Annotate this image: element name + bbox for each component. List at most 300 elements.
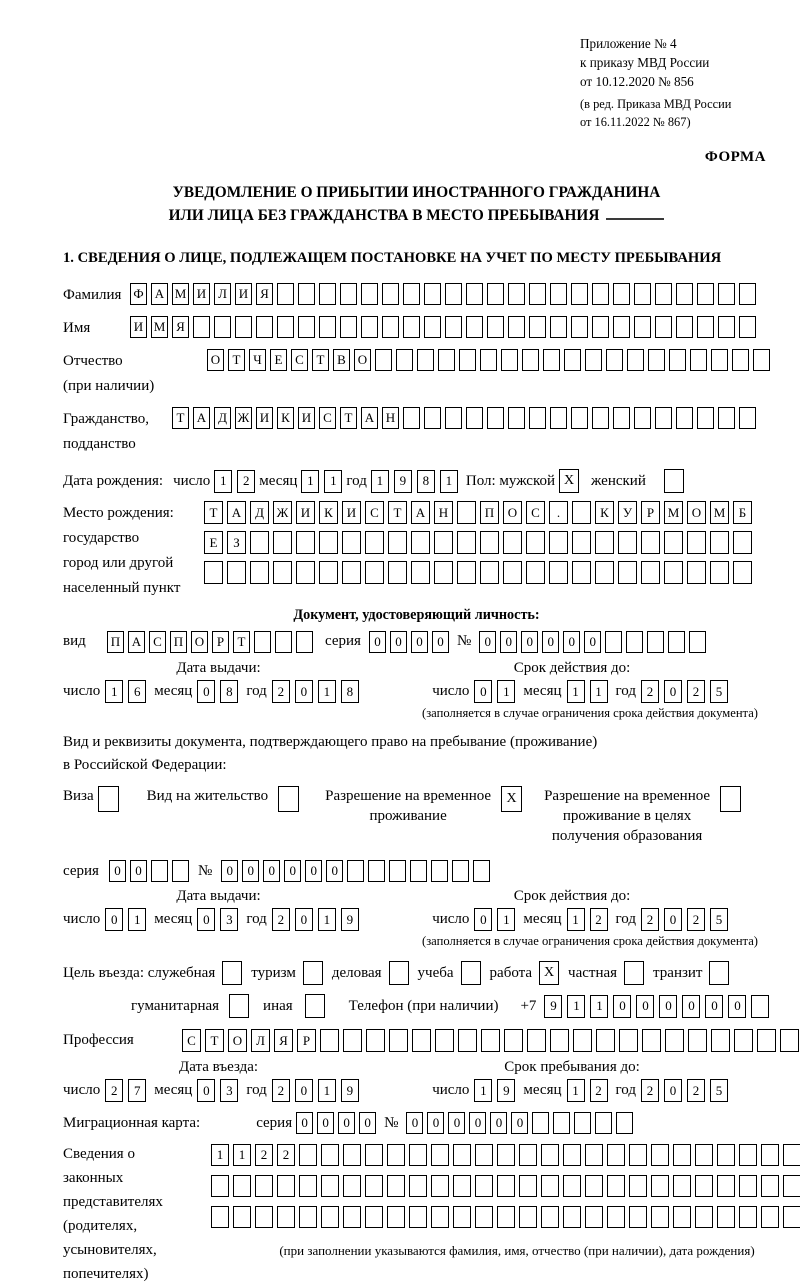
- char-cell: [655, 407, 672, 429]
- char-cell: [585, 1206, 603, 1228]
- char-cell: [417, 349, 434, 371]
- char-cell: [342, 531, 361, 554]
- char-cell: [343, 1206, 361, 1228]
- char-cell: [673, 1175, 691, 1197]
- char-cell: [613, 407, 630, 429]
- temp-residence-edu-checkbox: [720, 786, 741, 812]
- patronymic-cells: [207, 349, 770, 371]
- char-cell: 9: [341, 908, 359, 931]
- char-cell: И: [130, 316, 147, 338]
- char-cell: [573, 1029, 592, 1052]
- char-cell: Т: [340, 407, 357, 429]
- doc-kind-cells: [107, 631, 313, 653]
- char-cell: [480, 531, 499, 554]
- char-cell: [668, 631, 685, 653]
- char-cell: [572, 561, 591, 584]
- char-cell: 1: [211, 1144, 229, 1166]
- char-cell: 3: [220, 1079, 238, 1102]
- char-cell: [434, 531, 453, 554]
- char-cell: 0: [511, 1112, 528, 1134]
- char-cell: [687, 561, 706, 584]
- char-cell: [277, 1206, 295, 1228]
- char-cell: 0: [263, 860, 280, 882]
- char-cell: [424, 283, 441, 305]
- char-cell: [673, 1206, 691, 1228]
- char-cell: Е: [204, 531, 223, 554]
- char-cell: [549, 531, 568, 554]
- char-cell: 9: [394, 470, 412, 493]
- char-cell: [595, 531, 614, 554]
- char-cell: [466, 283, 483, 305]
- stay-until-group: число 1 9 месяц 1 2 год 2 0 2 5: [432, 1079, 728, 1102]
- char-cell: 0: [284, 860, 301, 882]
- char-cell: [690, 349, 707, 371]
- section1-heading: 1. СВЕДЕНИЯ О ЛИЦЕ, ПОДЛЕЖАЩЕМ ПОСТАНОВКЕ НА УЧЕТ ПО МЕСТУ ПРЕБЫВАНИЯ: [63, 250, 722, 267]
- char-cell: [459, 349, 476, 371]
- char-cell: 0: [369, 631, 386, 653]
- char-cell: [627, 349, 644, 371]
- purpose-other-label: иная: [263, 997, 293, 1014]
- char-cell: [606, 349, 623, 371]
- entry-month-cells: [197, 1079, 238, 1102]
- char-cell: 1: [324, 470, 342, 493]
- char-cell: [410, 860, 427, 882]
- char-cell: 5: [710, 680, 728, 703]
- char-cell: [214, 316, 231, 338]
- char-cell: [457, 561, 476, 584]
- char-cell: 1: [590, 995, 608, 1018]
- char-cell: [342, 561, 361, 584]
- char-cell: 0: [427, 1112, 444, 1134]
- patronymic-label: Отчество (при наличии): [63, 353, 155, 395]
- char-cell: [634, 283, 651, 305]
- entry-day-cells: [105, 1079, 146, 1102]
- profession-label: Профессия: [63, 1032, 134, 1049]
- char-cell: [211, 1206, 229, 1228]
- char-cell: [388, 561, 407, 584]
- char-cell: 0: [130, 860, 147, 882]
- char-cell: 0: [390, 631, 407, 653]
- purpose-humanitarian-label: гуманитарная: [131, 997, 220, 1014]
- char-cell: [343, 1029, 362, 1052]
- residence-doc-options: [63, 786, 770, 847]
- char-cell: 0: [221, 860, 238, 882]
- char-cell: [648, 349, 665, 371]
- char-cell: О: [503, 501, 522, 524]
- char-cell: [563, 1175, 581, 1197]
- purpose-study-label: учеба: [417, 964, 454, 981]
- char-cell: 0: [705, 995, 723, 1018]
- char-cell: 0: [682, 995, 700, 1018]
- char-cell: [298, 316, 315, 338]
- char-cell: [733, 561, 752, 584]
- surname-cells: [130, 283, 756, 305]
- visa-checkbox: [98, 786, 119, 812]
- char-cell: 0: [659, 995, 677, 1018]
- char-cell: [732, 349, 749, 371]
- char-cell: [508, 283, 525, 305]
- char-cell: [571, 407, 588, 429]
- char-cell: 0: [295, 908, 313, 931]
- stay-year-cells: [641, 1079, 728, 1102]
- char-cell: [299, 1206, 317, 1228]
- visa-label: Виза: [63, 787, 94, 804]
- purpose-humanitarian-checkbox: [229, 994, 249, 1018]
- char-cell: [739, 283, 756, 305]
- char-cell: [438, 349, 455, 371]
- char-cell: [605, 631, 622, 653]
- purpose-private-checkbox: [624, 961, 644, 985]
- char-cell: [529, 407, 546, 429]
- char-cell: [761, 1206, 779, 1228]
- char-cell: 0: [479, 631, 496, 653]
- char-cell: [647, 631, 664, 653]
- firstname-cells: [130, 316, 756, 338]
- char-cell: [780, 1029, 799, 1052]
- char-cell: [710, 561, 729, 584]
- char-cell: [250, 531, 269, 554]
- char-cell: 7: [128, 1079, 146, 1102]
- char-cell: [676, 316, 693, 338]
- char-cell: [487, 407, 504, 429]
- char-cell: Я: [274, 1029, 293, 1052]
- char-cell: Т: [228, 349, 245, 371]
- char-cell: [382, 316, 399, 338]
- char-cell: Р: [641, 501, 660, 524]
- migration-number-cells: [406, 1112, 633, 1134]
- char-cell: Я: [256, 283, 273, 305]
- profession-row: [63, 1028, 770, 1053]
- char-cell: [574, 1112, 591, 1134]
- char-cell: Н: [382, 407, 399, 429]
- representatives-cells-2: [211, 1175, 800, 1197]
- form-title-line2: ИЛИ ЛИЦА БЕЗ ГРАЖДАНСТВА В МЕСТО ПРЕБЫВАНИЯ: [63, 205, 770, 228]
- char-cell: Л: [214, 283, 231, 305]
- profession-cells: [182, 1029, 800, 1052]
- char-cell: [365, 561, 384, 584]
- char-cell: [409, 1206, 427, 1228]
- stay-day-cells: [474, 1079, 515, 1102]
- char-cell: 5: [710, 908, 728, 931]
- char-cell: Л: [251, 1029, 270, 1052]
- char-cell: [783, 1206, 800, 1228]
- char-cell: [273, 531, 292, 554]
- char-cell: 2: [272, 908, 290, 931]
- residence-number-label: №: [197, 862, 213, 879]
- doc-issue-day-cells: [105, 680, 146, 703]
- char-cell: [607, 1175, 625, 1197]
- birth-place-cells-3: [204, 561, 752, 584]
- char-cell: Б: [733, 501, 752, 524]
- char-cell: [526, 561, 545, 584]
- char-cell: [607, 1206, 625, 1228]
- residence-permit-label: Вид на жительство: [146, 787, 269, 804]
- char-cell: [340, 316, 357, 338]
- birth-year-cells: [371, 470, 458, 493]
- char-cell: 1: [233, 1144, 251, 1166]
- char-cell: 1: [128, 908, 146, 931]
- doc-number-cells: [479, 631, 706, 653]
- char-cell: Т: [233, 631, 250, 653]
- char-cell: 0: [490, 1112, 507, 1134]
- residence-series-label: серия: [63, 862, 99, 879]
- char-cell: 2: [641, 1079, 659, 1102]
- char-cell: [365, 531, 384, 554]
- char-cell: [501, 349, 518, 371]
- char-cell: И: [256, 407, 273, 429]
- char-cell: [388, 531, 407, 554]
- char-cell: [571, 283, 588, 305]
- char-cell: [296, 631, 313, 653]
- char-cell: Н: [434, 501, 453, 524]
- char-cell: [618, 561, 637, 584]
- char-cell: [277, 283, 294, 305]
- char-cell: [642, 1029, 661, 1052]
- char-cell: 1: [371, 470, 389, 493]
- char-cell: У: [618, 501, 637, 524]
- birth-date-row: [63, 469, 770, 493]
- char-cell: О: [191, 631, 208, 653]
- char-cell: [387, 1175, 405, 1197]
- char-cell: [550, 316, 567, 338]
- char-cell: 0: [296, 1112, 313, 1134]
- char-cell: [739, 1206, 757, 1228]
- char-cell: [549, 561, 568, 584]
- char-cell: 1: [567, 1079, 585, 1102]
- doc-expiry-group: число 0 1 месяц 1 1 год 2 0 2 5: [432, 680, 728, 703]
- purpose-other-checkbox: [305, 994, 325, 1018]
- char-cell: [233, 1206, 251, 1228]
- char-cell: [298, 283, 315, 305]
- char-cell: 0: [295, 1079, 313, 1102]
- char-cell: [664, 531, 683, 554]
- char-cell: [235, 316, 252, 338]
- char-cell: [403, 283, 420, 305]
- char-cell: 2: [272, 1079, 290, 1102]
- char-cell: М: [664, 501, 683, 524]
- char-cell: [387, 1206, 405, 1228]
- char-cell: [319, 561, 338, 584]
- stay-month-cells: [567, 1079, 608, 1102]
- char-cell: 9: [544, 995, 562, 1018]
- char-cell: [365, 1175, 383, 1197]
- char-cell: О: [207, 349, 224, 371]
- char-cell: [255, 1206, 273, 1228]
- patronymic-row: [63, 349, 770, 399]
- char-cell: [365, 1206, 383, 1228]
- char-cell: [710, 531, 729, 554]
- char-cell: 0: [542, 631, 559, 653]
- char-cell: 0: [563, 631, 580, 653]
- char-cell: [519, 1175, 537, 1197]
- purpose-work-label: работа: [489, 964, 533, 981]
- char-cell: [453, 1175, 471, 1197]
- char-cell: Д: [250, 501, 269, 524]
- doc-expiry-month-cells: [567, 680, 608, 703]
- char-cell: 2: [590, 1079, 608, 1102]
- migration-card-row: [63, 1112, 770, 1134]
- char-cell: [431, 1206, 449, 1228]
- char-cell: 2: [687, 680, 705, 703]
- char-cell: 0: [636, 995, 654, 1018]
- char-cell: [718, 283, 735, 305]
- char-cell: [487, 316, 504, 338]
- char-cell: И: [235, 283, 252, 305]
- char-cell: 0: [584, 631, 601, 653]
- char-cell: 0: [448, 1112, 465, 1134]
- char-cell: [256, 316, 273, 338]
- purpose-tourism-label: туризм: [251, 964, 296, 981]
- char-cell: [651, 1175, 669, 1197]
- char-cell: И: [342, 501, 361, 524]
- char-cell: М: [151, 316, 168, 338]
- char-cell: [634, 407, 651, 429]
- char-cell: 0: [664, 680, 682, 703]
- char-cell: Е: [270, 349, 287, 371]
- char-cell: [361, 316, 378, 338]
- char-cell: [519, 1206, 537, 1228]
- char-cell: [734, 1029, 753, 1052]
- char-cell: С: [319, 407, 336, 429]
- char-cell: 0: [500, 631, 517, 653]
- residence-series-cells: [109, 860, 189, 882]
- edition-date-line: от 16.11.2022 № 867): [580, 114, 691, 129]
- char-cell: [717, 1175, 735, 1197]
- char-cell: Т: [312, 349, 329, 371]
- char-cell: [697, 407, 714, 429]
- birth-month-label: месяц: [259, 472, 298, 489]
- purpose-transit-checkbox: [709, 961, 729, 985]
- birth-place-label: Место рождения: государство город или другой населенный пункт: [63, 505, 181, 597]
- stay-until-heading: Срок пребывания до:: [504, 1059, 640, 1076]
- char-cell: И: [296, 501, 315, 524]
- residence-issue-year-cells: [272, 908, 359, 931]
- residence-number-cells: [221, 860, 490, 882]
- sex-male-checkbox: X: [559, 469, 579, 493]
- purpose-private-label: частная: [568, 964, 618, 981]
- char-cell: [435, 1029, 454, 1052]
- residence-dates-row: [63, 908, 770, 931]
- char-cell: [572, 501, 591, 524]
- entry-date-group: число 2 7 месяц 0 3 год 2 0 1 9: [63, 1079, 359, 1102]
- char-cell: [532, 1112, 549, 1134]
- char-cell: К: [595, 501, 614, 524]
- char-cell: .: [549, 501, 568, 524]
- char-cell: [227, 561, 246, 584]
- char-cell: [403, 316, 420, 338]
- residence-expiry-heading: Срок действия до:: [513, 888, 631, 905]
- residence-expiry-day-cells: [474, 908, 515, 931]
- char-cell: [457, 531, 476, 554]
- char-cell: [783, 1175, 800, 1197]
- char-cell: 0: [317, 1112, 334, 1134]
- char-cell: [445, 407, 462, 429]
- char-cell: [254, 631, 271, 653]
- char-cell: 1: [440, 470, 458, 493]
- char-cell: [641, 531, 660, 554]
- char-cell: О: [354, 349, 371, 371]
- char-cell: [389, 1029, 408, 1052]
- char-cell: [629, 1206, 647, 1228]
- char-cell: Ж: [235, 407, 252, 429]
- entry-dates-headings: [63, 1059, 770, 1076]
- purpose-work-checkbox: X: [539, 961, 559, 985]
- temp-residence-edu-option: [544, 786, 741, 847]
- char-cell: Р: [212, 631, 229, 653]
- identity-doc-row: [63, 629, 770, 654]
- char-cell: 0: [728, 995, 746, 1018]
- residence-issue-month-cells: [197, 908, 238, 931]
- representatives-block: [63, 1142, 770, 1286]
- char-cell: И: [298, 407, 315, 429]
- char-cell: [689, 631, 706, 653]
- char-cell: 9: [497, 1079, 515, 1102]
- char-cell: 0: [109, 860, 126, 882]
- char-cell: [204, 561, 223, 584]
- char-cell: [711, 1029, 730, 1052]
- char-cell: [319, 531, 338, 554]
- char-cell: [733, 531, 752, 554]
- char-cell: [396, 349, 413, 371]
- char-cell: Т: [172, 407, 189, 429]
- char-cell: [596, 1029, 615, 1052]
- char-cell: [503, 561, 522, 584]
- visit-purpose-row: [63, 961, 770, 985]
- char-cell: [445, 316, 462, 338]
- doc-issue-month-cells: [197, 680, 238, 703]
- char-cell: 0: [474, 908, 492, 931]
- char-cell: [695, 1175, 713, 1197]
- doc-issue-group: число 1 6 месяц 0 8 год 2 0 1 8: [63, 680, 359, 703]
- char-cell: [697, 316, 714, 338]
- char-cell: [466, 407, 483, 429]
- char-cell: Ч: [249, 349, 266, 371]
- char-cell: 0: [411, 631, 428, 653]
- char-cell: 0: [474, 680, 492, 703]
- char-cell: 0: [242, 860, 259, 882]
- char-cell: [475, 1175, 493, 1197]
- temp-residence-checkbox: X: [501, 786, 522, 812]
- char-cell: 2: [255, 1144, 273, 1166]
- char-cell: О: [687, 501, 706, 524]
- doc-dates-row: [63, 680, 770, 703]
- char-cell: [319, 283, 336, 305]
- char-cell: 0: [338, 1112, 355, 1134]
- char-cell: 1: [567, 680, 585, 703]
- char-cell: [347, 860, 364, 882]
- representatives-cells-3: [211, 1206, 800, 1228]
- residence-expiry-year-cells: [641, 908, 728, 931]
- char-cell: [503, 531, 522, 554]
- char-cell: Д: [214, 407, 231, 429]
- char-cell: И: [193, 283, 210, 305]
- char-cell: [529, 316, 546, 338]
- char-cell: [273, 561, 292, 584]
- visit-purpose-label: Цель въезда: служебная: [63, 964, 216, 981]
- char-cell: [541, 1206, 559, 1228]
- char-cell: [431, 860, 448, 882]
- char-cell: [550, 407, 567, 429]
- representatives-label: Сведения о законных представителях (родителях, усыновителях, попечителях): [63, 1146, 163, 1283]
- char-cell: [475, 1206, 493, 1228]
- char-cell: [687, 531, 706, 554]
- char-cell: [688, 1029, 707, 1052]
- char-cell: Т: [388, 501, 407, 524]
- birth-place-cells-2: [204, 531, 752, 554]
- citizenship-label: Гражданство, подданство: [63, 411, 150, 453]
- char-cell: [411, 561, 430, 584]
- char-cell: 5: [710, 1079, 728, 1102]
